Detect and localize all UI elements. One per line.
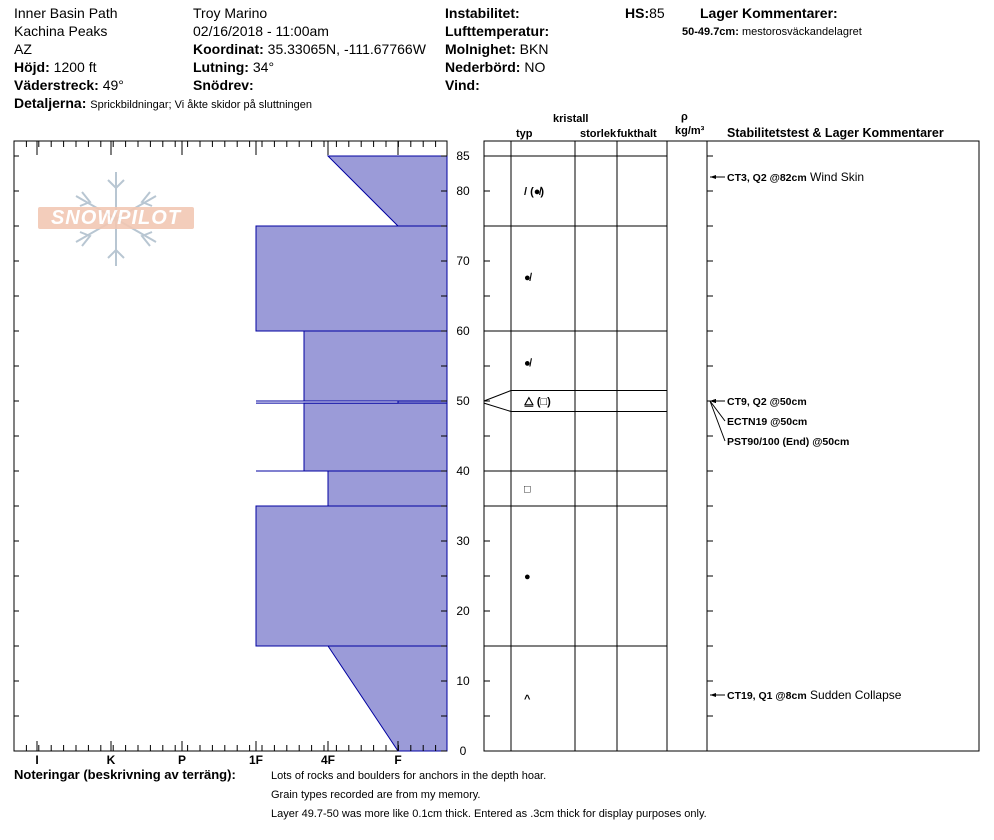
depth-tick-label: 40: [456, 464, 470, 478]
notes-line-2: Grain types recorded are from my memory.: [271, 789, 481, 801]
depth-tick-label: 50: [456, 394, 470, 408]
elevation-value: 1200 ft: [53, 59, 97, 75]
precip-label: Nederbörd:: [445, 59, 521, 75]
notes-label: Noteringar (beskrivning av terräng):: [14, 767, 236, 782]
depth-tick-label: 70: [456, 254, 470, 268]
col-density-unit: kg/m³: [675, 125, 705, 137]
col-stability: Stabilitetstest & Lager Kommentarer: [727, 126, 944, 140]
hardness-tick-label: I: [35, 753, 39, 767]
depth-tick-label: 0: [459, 744, 467, 758]
stability-tests: [710, 170, 902, 702]
area: Kachina Peaks: [14, 23, 108, 39]
stability-test-pointer: [710, 401, 725, 421]
depth-tick-label: 80: [456, 184, 470, 198]
cloud-label: Molnighet:: [445, 41, 516, 57]
hardness-tick-label: P: [177, 753, 187, 767]
grain-type-symbol: ⧋ (□): [524, 396, 551, 408]
state: AZ: [14, 41, 32, 57]
col-moisture: fukthalt: [617, 128, 657, 140]
datetime: 02/16/2018 - 11:00am: [193, 23, 329, 39]
details-label: Detaljerna:: [14, 95, 87, 111]
hardness-tick-label: K: [106, 753, 116, 767]
depth-tick-label: 10: [456, 674, 470, 688]
col-size: storlek: [580, 128, 617, 140]
depth-tick-label: 85: [456, 149, 470, 163]
layer-connector: [484, 391, 511, 402]
grain-type-symbol: / (●̸): [524, 186, 545, 198]
layer-connector: [484, 403, 511, 411]
cloud-value: BKN: [519, 41, 549, 57]
depth-tick-label: 30: [456, 534, 470, 548]
layer-comment-depth: 50-49.7cm:: [682, 26, 739, 38]
precip-value: NO: [524, 59, 546, 75]
details-value: Sprickbildningar; Vi åkte skidor på sluttningen: [90, 99, 313, 111]
stability-test-arrowhead: [710, 693, 716, 697]
col-type: typ: [516, 128, 533, 140]
stability-test-pointer: [710, 401, 725, 441]
coord-label: Koordinat:: [193, 41, 264, 57]
grain-symbols: [524, 186, 551, 706]
stability-test-label: CT19, Q1 @8cm Sudden Collapse: [727, 688, 902, 702]
depth-tick-label: 60: [456, 324, 470, 338]
coord-value: 35.33065N, -111.67766W: [267, 41, 426, 57]
layer-comment-text: mestorosväckandelagret: [741, 26, 862, 38]
depth-tick-label: 20: [456, 604, 470, 618]
stability-test-label: CT9, Q2 @50cm: [727, 396, 807, 408]
watermark-text: SNOWPILOT: [38, 207, 194, 229]
slope-value: 34°: [252, 59, 275, 75]
drift-label: Snödrev:: [193, 77, 254, 93]
wind-label: Vind:: [445, 77, 480, 93]
aspect-value: 49°: [102, 77, 124, 93]
hardness-tick-label: 4F: [320, 753, 336, 767]
stability-test-label: ECTN19 @50cm: [727, 416, 808, 428]
hs-label: HS:: [625, 5, 650, 21]
elevation-label: Höjd:: [14, 59, 50, 75]
stability-test-label: PST90/100 (End) @50cm: [727, 436, 850, 448]
hardness-area: [256, 156, 447, 751]
grain-type-symbol: ●: [524, 571, 531, 583]
grain-type-symbol: □: [524, 483, 531, 496]
layer-comments-label: Lager Kommentarer:: [700, 5, 838, 21]
notes-line-1: Lots of rocks and boulders for anchors in the depth hoar.: [271, 770, 547, 782]
slope-label: Lutning:: [193, 59, 249, 75]
col-rho: ρ: [681, 111, 688, 123]
hardness-profile: [256, 156, 447, 751]
observer: Troy Marino: [193, 5, 268, 21]
hardness-tick-label: F: [394, 753, 402, 767]
grain-type-symbol: ●̸: [524, 272, 531, 285]
airtemp-label: Lufttemperatur:: [445, 23, 550, 39]
hardness-tick-label: 1F: [248, 753, 264, 767]
location: Inner Basin Path: [14, 5, 118, 21]
stability-test-label: CT3, Q2 @82cm Wind Skin: [727, 170, 865, 184]
grain-type-symbol: ●̸: [524, 357, 531, 370]
aspect-label: Väderstreck:: [14, 77, 99, 93]
col-crystal: kristall: [553, 113, 589, 125]
instability-label: Instabilitet:: [445, 5, 520, 21]
stability-test-arrowhead: [710, 175, 716, 179]
notes-line-3: Layer 49.7-50 was more like 0.1cm thick. Entered as .3cm thick for display purposes only.: [271, 808, 707, 820]
grain-type-symbol: ^: [524, 693, 531, 706]
hs-value: 85: [649, 5, 665, 21]
